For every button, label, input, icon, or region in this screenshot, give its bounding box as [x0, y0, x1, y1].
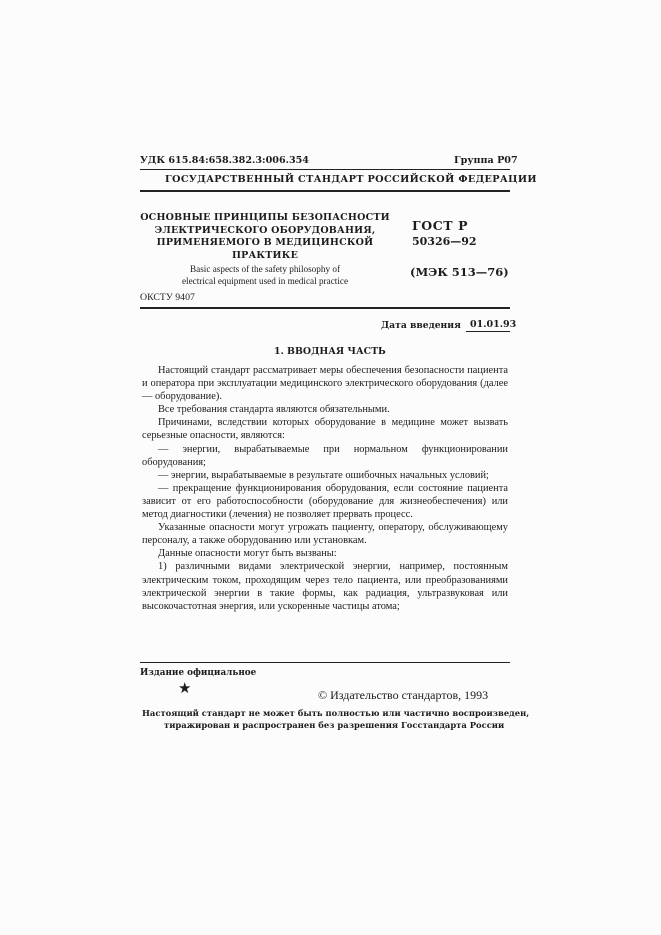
english-title-line: Basic aspects of the safety philosophy of: [189, 264, 341, 274]
list-item: 1) различными видами электрической энергии, например, постоянным электрическим током, проходящим через тело пациента, или преобразованиями электрической энергии в такие формы, как радиация, ультразвуковая или высокочастотная энергия, или ускоренные частицы атома;: [142, 561, 508, 612]
header-rule-bottom: [140, 190, 510, 192]
body-paragraph: Настоящий стандарт рассматривает меры обеспечения безопасности пациента и оператора при эксплуатации медицинского электрического оборудования (далее — оборудование).: [142, 365, 508, 403]
gost-label: ГОСТ Р: [412, 218, 469, 233]
footer-rule: [140, 662, 510, 663]
body-paragraph: Все требования стандарта являются обязательными.: [158, 404, 390, 416]
iec-reference: (МЭК 513—76): [410, 265, 509, 279]
section-heading: 1. ВВОДНАЯ ЧАСТЬ: [274, 346, 386, 357]
intro-date-underline: [466, 331, 510, 332]
copyright: © Издательство стандартов, 1993: [318, 688, 489, 702]
body-paragraph: Причинами, вследствии которых оборудование в медицине может вызвать серьезные опасности, являются:: [142, 417, 508, 442]
title-line: ОСНОВНЫЕ ПРИНЦИПЫ БЕЗОПАСНОСТИ: [140, 212, 390, 223]
star-icon: ★: [178, 679, 192, 697]
english-title-line: electrical equipment used in medical practice: [181, 275, 349, 286]
copyright-notice-line1: Настоящий стандарт не может быть полностью или частично воспроизведен,: [142, 708, 530, 718]
title-line: ПРИМЕНЯЕМОГО В МЕДИЦИНСКОЙ: [156, 237, 374, 248]
official-edition: Издание официальное: [140, 668, 257, 678]
gost-number: 50326—92: [412, 235, 477, 248]
english-title: [140, 264, 390, 287]
standard-title: [140, 212, 390, 262]
udk-code: УДК 615.84:658.382.3:006.354: [140, 155, 309, 166]
section-body: [142, 364, 508, 613]
state-standard-heading: ГОСУДАРСТВЕННЫЙ СТАНДАРТ РОССИЙСКОЙ ФЕДЕРАЦИИ: [165, 174, 537, 185]
group-code: Группа Р07: [454, 155, 518, 166]
title-rule: [140, 307, 510, 309]
title-line: ЭЛЕКТРИЧЕСКОГО ОБОРУДОВАНИЯ,: [154, 224, 376, 236]
title-line: ПРАКТИКЕ: [231, 249, 299, 261]
intro-date-value: 01.01.93: [470, 319, 517, 330]
intro-date-label: Дата введения: [381, 320, 461, 331]
list-item: — энергии, вырабатываемые в результате ошибочных начальных условий;: [158, 469, 489, 481]
copyright-notice-line2: тиражирован и распространен без разрешения Госстандарта России: [164, 720, 505, 730]
list-item: — прекращение функционирования оборудования, если состояние пациента зависит от его работоспособности (оборудование для жизнеобеспечения) или метод диагностики (лечения) не позволяет прервать процесс.: [142, 482, 508, 521]
okstu-code: ОКСТУ 9407: [140, 292, 195, 303]
body-paragraph: Данные опасности могут быть вызваны:: [158, 548, 337, 560]
body-paragraph: Указанные опасности могут угрожать пациенту, оператору, обслуживающему персоналу, а также оборудованию или установкам.: [142, 522, 508, 547]
header-rule-top: [140, 169, 510, 170]
list-item: — энергии, вырабатываемые при нормальном функционировании оборудования;: [142, 443, 508, 468]
